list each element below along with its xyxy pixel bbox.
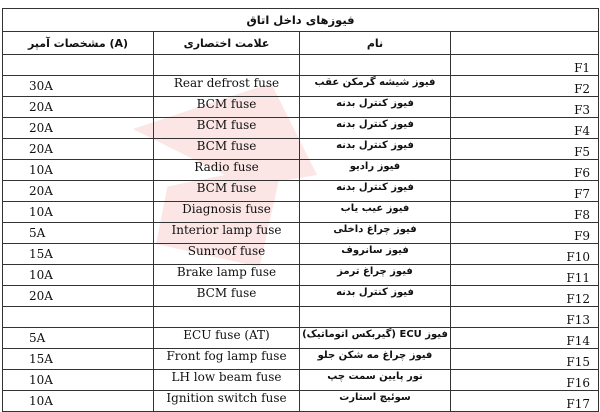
fuse-table	[2, 8, 599, 412]
fuse-name-cell: فیوز کنترل بدنه	[300, 97, 451, 118]
fuse-amperage-cell: 10A	[3, 391, 154, 412]
fuse-name-cell: فیوز شیشه گرمکن عقب	[300, 76, 451, 97]
table-row	[3, 76, 599, 97]
fuse-abbreviation-cell: Sunroof fuse	[154, 244, 300, 265]
fuse-name-cell: فیوز کنترل بدنه	[300, 139, 451, 160]
fuse-abbreviation-cell	[154, 55, 300, 76]
fuse-abbreviation-cell: Interior lamp fuse	[154, 223, 300, 244]
table-row	[3, 160, 599, 181]
fuse-amperage-cell: 20A	[3, 139, 154, 160]
fuse-amperage-cell: 10A	[3, 265, 154, 286]
table-row	[3, 307, 599, 328]
fuse-id-cell: F1	[451, 55, 599, 76]
fuse-name-cell: فیوز چراغ داخلی	[300, 223, 451, 244]
fuse-amperage-cell: 10A	[3, 370, 154, 391]
fuse-name-cell: فیوز ECU (گیربکس اتوماتیک)	[300, 328, 451, 349]
fuse-amperage-cell: 20A	[3, 286, 154, 307]
fuse-id-cell: F7	[451, 181, 599, 202]
fuse-abbreviation-cell: Front fog lamp fuse	[154, 349, 300, 370]
fuse-abbreviation-cell: Brake lamp fuse	[154, 265, 300, 286]
fuse-name-cell: فیوز رادیو	[300, 160, 451, 181]
fuse-amperage-cell	[3, 307, 154, 328]
table-row	[3, 391, 599, 412]
table-title: فیوزهای داخل اتاق	[3, 9, 599, 32]
fuse-id-cell: F2	[451, 76, 599, 97]
header-id	[451, 32, 599, 55]
header-abbreviation: علامت اختصاری	[154, 32, 300, 55]
fuse-name-cell	[300, 55, 451, 76]
fuse-id-cell: F6	[451, 160, 599, 181]
fuse-id-cell: F5	[451, 139, 599, 160]
fuse-abbreviation-cell: BCM fuse	[154, 118, 300, 139]
table-row	[3, 370, 599, 391]
fuse-amperage-cell: 15A	[3, 349, 154, 370]
fuse-name-cell: فیوز چراغ مه شکن جلو	[300, 349, 451, 370]
fuse-name-cell: فیوز عیب یاب	[300, 202, 451, 223]
fuse-amperage-cell: 20A	[3, 181, 154, 202]
fuse-amperage-cell: 20A	[3, 118, 154, 139]
fuse-id-cell: F11	[451, 265, 599, 286]
table-row	[3, 55, 599, 76]
fuse-amperage-cell: 20A	[3, 97, 154, 118]
table-row	[3, 286, 599, 307]
fuse-amperage-cell: 10A	[3, 202, 154, 223]
fuse-abbreviation-cell: Rear defrost fuse	[154, 76, 300, 97]
fuse-name-cell: فیوز سانروف	[300, 244, 451, 265]
fuse-id-cell: F14	[451, 328, 599, 349]
table-row	[3, 139, 599, 160]
fuse-amperage-cell	[3, 55, 154, 76]
fuse-id-cell: F12	[451, 286, 599, 307]
table-row	[3, 328, 599, 349]
fuse-name-cell: فیوز چراغ ترمز	[300, 265, 451, 286]
fuse-name-cell	[300, 307, 451, 328]
fuse-abbreviation-cell: ECU fuse (AT)	[154, 328, 300, 349]
fuse-name-cell: فیوز کنترل بدنه	[300, 118, 451, 139]
fuse-amperage-cell: 5A	[3, 328, 154, 349]
table-row	[3, 349, 599, 370]
fuse-abbreviation-cell: BCM fuse	[154, 139, 300, 160]
fuse-rows	[3, 55, 599, 412]
table-row	[3, 181, 599, 202]
table-row	[3, 244, 599, 265]
fuse-id-cell: F16	[451, 370, 599, 391]
fuse-id-cell: F9	[451, 223, 599, 244]
fuse-amperage-cell: 30A	[3, 76, 154, 97]
fuse-abbreviation-cell: LH low beam fuse	[154, 370, 300, 391]
fuse-id-cell: F3	[451, 97, 599, 118]
fuse-abbreviation-cell: Ignition switch fuse	[154, 391, 300, 412]
fuse-abbreviation-cell	[154, 307, 300, 328]
fuse-id-cell: F15	[451, 349, 599, 370]
fuse-name-cell: فیوز کنترل بدنه	[300, 181, 451, 202]
fuse-amperage-cell: 10A	[3, 160, 154, 181]
fuse-id-cell: F17	[451, 391, 599, 412]
fuse-abbreviation-cell: Diagnosis fuse	[154, 202, 300, 223]
fuse-id-cell: F8	[451, 202, 599, 223]
table-row	[3, 118, 599, 139]
fuse-id-cell: F13	[451, 307, 599, 328]
table-row	[3, 265, 599, 286]
fuse-amperage-cell: 15A	[3, 244, 154, 265]
fuse-id-cell: F4	[451, 118, 599, 139]
header-name: نام	[300, 32, 451, 55]
table-row	[3, 223, 599, 244]
table-row	[3, 97, 599, 118]
fuse-amperage-cell: 5A	[3, 223, 154, 244]
fuse-abbreviation-cell: BCM fuse	[154, 181, 300, 202]
fuse-abbreviation-cell: BCM fuse	[154, 286, 300, 307]
fuse-name-cell: فیوز کنترل بدنه	[300, 286, 451, 307]
fuse-abbreviation-cell: Radio fuse	[154, 160, 300, 181]
fuse-id-cell: F10	[451, 244, 599, 265]
fuse-name-cell: نور پایین سمت چپ	[300, 370, 451, 391]
fuse-name-cell: سوئیچ استارت	[300, 391, 451, 412]
fuse-abbreviation-cell: BCM fuse	[154, 97, 300, 118]
header-amperage: مشخصات آمپر (A)	[3, 32, 154, 55]
table-row	[3, 202, 599, 223]
